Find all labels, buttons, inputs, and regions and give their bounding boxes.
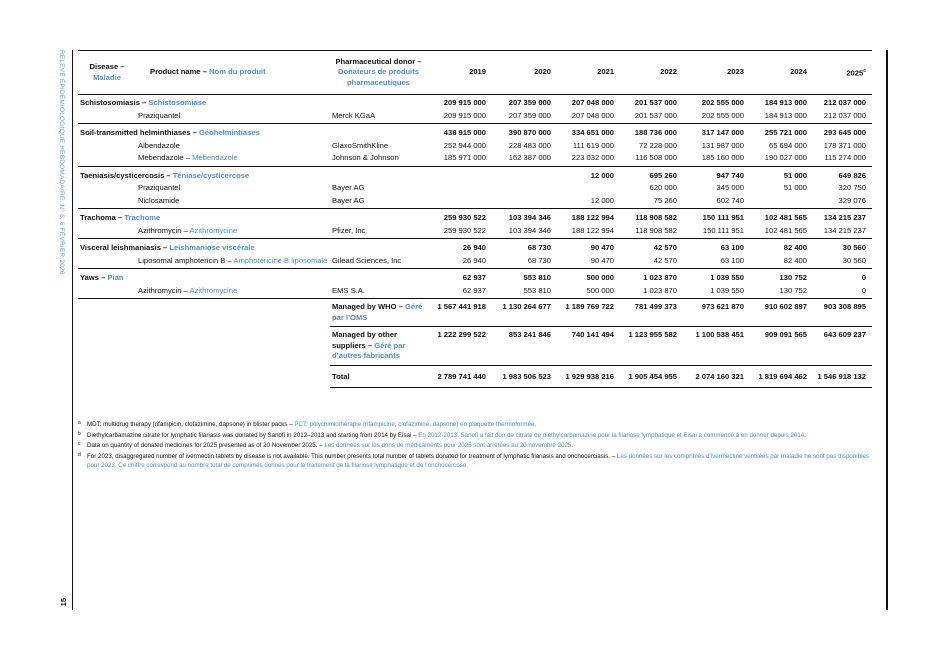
donor-name: EMS S.A. bbox=[330, 285, 427, 299]
disease-total-cell: 207 359 000 bbox=[508, 98, 551, 107]
footnote-mark: d bbox=[78, 451, 81, 458]
disease-total-cell: 259 930 522 bbox=[443, 213, 486, 222]
disease-total-cell: 553 810 bbox=[523, 273, 551, 282]
value-cell: 201 537 000 bbox=[620, 110, 683, 124]
disease-total-cell bbox=[492, 166, 557, 182]
summary-value-cell: 1 819 694 462 bbox=[750, 365, 813, 388]
disease-total-cell bbox=[427, 166, 492, 182]
disease-total-cell: 103 394 346 bbox=[508, 213, 551, 222]
footnote-en: Diethylcarbamazine citrate for lymphatic filariasis was donated by Sanofi in 2012–2013 and starting from 2014 by Eisai – bbox=[87, 431, 417, 439]
product-name: Liposomal amphotericin B – Amphotéricine B liposomale bbox=[136, 255, 330, 269]
footnote-mark: a bbox=[78, 420, 81, 426]
value-cell: 207 359 000 bbox=[492, 110, 557, 124]
disease-total-cell: 500 000 bbox=[586, 273, 614, 282]
value-cell: 12 000 bbox=[557, 195, 620, 209]
summary-row bbox=[78, 327, 872, 366]
donor-header: Pharmaceutical donor – Donateurs de produits pharmaceutiques bbox=[330, 51, 427, 95]
product-name: Azithromycin – Azithromycine bbox=[136, 285, 330, 299]
disease-total-cell: 12 000 bbox=[590, 170, 614, 180]
disease-name: Soil-transmitted helminthiases – Géohelmintiases bbox=[80, 128, 260, 137]
summary-value-cell: 1 546 918 132 bbox=[813, 365, 872, 388]
spacer-cell bbox=[78, 299, 330, 327]
year-header bbox=[620, 51, 683, 95]
page-number: 15 bbox=[59, 598, 68, 607]
footnote-en: MDT: multidrug therapy (rifampicin, clofazimine, dapsone) in blister packs – bbox=[87, 421, 293, 428]
disease-total-cell: 334 651 000 bbox=[571, 128, 614, 137]
footnote-en: Data on quantity of donated medicines for 2025 presented as of 20 November 2025. – bbox=[87, 442, 323, 450]
value-cell bbox=[427, 182, 492, 195]
summary-label: Managed by other suppliers – Géré par d’autres fabricants bbox=[330, 327, 427, 366]
disease-row bbox=[78, 239, 872, 255]
product-name: Praziquantel bbox=[138, 183, 181, 192]
disease-total-cell: 255 721 000 bbox=[764, 128, 807, 137]
footnote-en: For 2023, disaggregated number of ivermectin tablets by disease is not available. This number presents total number of tablets donated for treatment of lymphatic filariasis and onchocerciasis. – bbox=[87, 452, 616, 460]
indent-cell bbox=[78, 195, 136, 209]
value-cell: 162 387 000 bbox=[492, 152, 557, 166]
footnote-fr: Les données sur les dons de médicaments pour 2025 sont arrêtées au 20 novembre 2025. bbox=[324, 442, 574, 450]
year-header bbox=[427, 51, 492, 95]
product-name: Azithromycin – Azithromycine bbox=[136, 225, 330, 239]
value-cell: 329 076 bbox=[813, 195, 872, 209]
year-header bbox=[750, 51, 813, 95]
value-cell: 51 000 bbox=[783, 183, 807, 192]
disease-row bbox=[78, 95, 872, 110]
year-label: 2024 bbox=[790, 67, 807, 77]
footnote-mark: b bbox=[78, 430, 81, 437]
value-cell: 345 000 bbox=[716, 183, 744, 192]
disease-total-cell: 317 147 000 bbox=[701, 128, 744, 137]
value-cell: 223 032 000 bbox=[557, 152, 620, 166]
value-cell: 72 228 000 bbox=[638, 140, 677, 150]
right-margin-rule bbox=[886, 50, 888, 610]
value-cell: 185 160 000 bbox=[683, 152, 750, 166]
donor-name: Merck KGaA bbox=[330, 110, 427, 124]
value-cell: 62 937 bbox=[427, 285, 492, 299]
value-cell: 620 000 bbox=[649, 183, 677, 192]
summary-value-cell: 1 130 264 677 bbox=[492, 299, 557, 327]
summary-value-cell: 1 222 299 522 bbox=[427, 327, 492, 366]
summary-value-cell: 1 189 769 722 bbox=[557, 299, 620, 327]
value-cell: 30 560 bbox=[813, 255, 872, 269]
total-row bbox=[78, 365, 872, 388]
disease-total-cell: 207 048 000 bbox=[571, 98, 614, 107]
product-row bbox=[78, 195, 872, 209]
spacer-cell bbox=[78, 365, 330, 388]
disease-total-cell: 212 037 000 bbox=[823, 98, 866, 107]
indent-cell bbox=[78, 110, 136, 124]
disease-total-cell: 68 730 bbox=[527, 243, 551, 252]
value-cell: 115 274 000 bbox=[813, 152, 872, 166]
disease-name: Schistosomiasis – Schistosomiase bbox=[80, 98, 207, 107]
value-cell: 212 037 000 bbox=[813, 110, 872, 124]
disease-total-cell: 188 122 994 bbox=[571, 213, 614, 222]
value-cell: 184 913 000 bbox=[750, 110, 813, 124]
product-row bbox=[78, 255, 872, 269]
year-label: 2021 bbox=[597, 67, 614, 77]
value-cell bbox=[492, 195, 557, 209]
disease-name: Taeniasis/cysticercosis – Téniase/cysticercose bbox=[80, 170, 250, 180]
disease-total-cell: 1 023 870 bbox=[643, 273, 677, 282]
summary-value-cell: 1 905 454 955 bbox=[620, 365, 683, 388]
year-header bbox=[683, 51, 750, 95]
indent-cell bbox=[78, 285, 136, 299]
value-cell: 259 930 522 bbox=[427, 225, 492, 239]
product-row bbox=[78, 152, 872, 166]
disease-total-cell: 118 908 582 bbox=[635, 213, 677, 222]
value-cell bbox=[750, 195, 813, 209]
donor-name: Bayer AG bbox=[332, 183, 365, 192]
disease-total-cell: 201 537 000 bbox=[634, 98, 677, 107]
summary-value-cell: 909 091 565 bbox=[750, 327, 813, 366]
value-cell: 63 100 bbox=[683, 255, 750, 269]
summary-value-cell: 2 074 160 321 bbox=[683, 365, 750, 388]
value-cell: 190 027 000 bbox=[750, 152, 813, 166]
summary-value-cell: 1 123 955 582 bbox=[620, 327, 683, 366]
disease-total-cell: 30 560 bbox=[842, 243, 866, 252]
year-label: 2025 bbox=[846, 68, 864, 78]
footnote-mark: c bbox=[863, 67, 866, 74]
value-cell: 65 694 000 bbox=[768, 140, 807, 150]
value-cell: 209 915 000 bbox=[427, 110, 492, 124]
value-cell bbox=[492, 182, 557, 195]
footnote-fr: En 2012-2013, Sanofi a fait don de citrate de diéthylcarbamazine pour la filariose lymphatique et Eisai a commencé à en donner depuis 2014. bbox=[418, 431, 806, 439]
summary-row bbox=[78, 299, 872, 327]
value-cell: 42 570 bbox=[620, 255, 683, 269]
indent-cell bbox=[78, 255, 136, 269]
value-cell: 150 111 951 bbox=[683, 225, 750, 239]
spacer-cell bbox=[78, 327, 330, 366]
disease-total-cell: 90 470 bbox=[590, 243, 614, 252]
footnote bbox=[78, 441, 874, 451]
disease-total-cell: 150 111 951 bbox=[702, 213, 744, 222]
value-cell: 1 039 550 bbox=[683, 285, 750, 299]
disease-total-cell: 51 000 bbox=[783, 170, 807, 180]
year-header bbox=[557, 51, 620, 95]
value-cell: 116 508 000 bbox=[620, 152, 683, 166]
product-name: Niclosamide bbox=[136, 195, 330, 209]
donor-name: Bayer AG bbox=[330, 195, 427, 209]
table-body bbox=[78, 95, 872, 388]
disease-total-cell: 130 752 bbox=[779, 273, 807, 282]
value-cell bbox=[427, 195, 492, 209]
value-cell: 0 bbox=[813, 285, 872, 299]
value-cell: 320 750 bbox=[838, 183, 866, 192]
disease-total-cell: 82 400 bbox=[783, 243, 807, 252]
disease-total-cell: 188 736 000 bbox=[634, 128, 677, 137]
disease-total-cell: 209 915 000 bbox=[443, 98, 486, 107]
value-cell: 228 483 000 bbox=[508, 140, 551, 150]
left-margin-rule bbox=[72, 50, 73, 610]
value-cell: 131 987 000 bbox=[701, 140, 744, 150]
product-row bbox=[78, 225, 872, 239]
summary-value-cell: 1 983 506 523 bbox=[492, 365, 557, 388]
value-cell: 82 400 bbox=[750, 255, 813, 269]
value-cell bbox=[557, 182, 620, 195]
value-cell: 188 122 994 bbox=[557, 225, 620, 239]
summary-value-cell: 643 609 237 bbox=[813, 327, 872, 366]
disease-row bbox=[78, 166, 872, 182]
running-title: RELEVÉ ÉPIDÉMIOLOGIQUE HEBDOMADAIRE, N° 6, 6 FÉVRIER 2026 bbox=[58, 50, 65, 275]
footnote bbox=[78, 420, 874, 430]
donor-name: GlaxoSmithKline bbox=[332, 140, 389, 150]
value-cell: 90 470 bbox=[557, 255, 620, 269]
disease-total-cell: 1 039 550 bbox=[710, 273, 744, 282]
year-label: 2019 bbox=[469, 67, 486, 77]
value-cell: 185 971 000 bbox=[427, 152, 492, 166]
indent-cell bbox=[78, 140, 136, 153]
product-row bbox=[78, 285, 872, 299]
footnote-fr: Les données sur les comprimés d’ivermectine ventilées par maladie ne sont pas disponibles pour 2023. Ce chiffre correspond au nombre total de comprimés donnés pour le traitement de la filariose lymphatique et de l’onchocercose. bbox=[87, 452, 870, 470]
value-cell: 130 752 bbox=[750, 285, 813, 299]
disease-row bbox=[78, 124, 872, 140]
disease-name: Yaws – Pian bbox=[80, 273, 124, 282]
disease-total-cell: 649 826 bbox=[838, 170, 866, 180]
product-name: Praziquantel bbox=[136, 110, 330, 124]
donor-name: Johnson & Johnson bbox=[330, 152, 427, 166]
disease-total-cell: 42 570 bbox=[653, 243, 677, 252]
summary-value-cell: 853 241 846 bbox=[492, 327, 557, 366]
product-row bbox=[78, 110, 872, 124]
product-name: Albendazole bbox=[138, 140, 180, 150]
disease-total-cell: 695 260 bbox=[649, 170, 677, 180]
footnote bbox=[78, 431, 874, 441]
value-cell: 111 619 000 bbox=[572, 140, 614, 150]
value-cell: 500 000 bbox=[557, 285, 620, 299]
summary-label: Managed by WHO – Géré par l’OMS bbox=[330, 299, 427, 327]
value-cell: 1 023 870 bbox=[620, 285, 683, 299]
value-cell: 118 908 582 bbox=[620, 225, 683, 239]
indent-cell bbox=[78, 152, 136, 166]
value-cell: 134 215 237 bbox=[813, 225, 872, 239]
disease-name: Visceral leishmaniasis – Leishmaniose viscérale bbox=[80, 243, 255, 252]
disease-name: Trachoma – Trachome bbox=[80, 213, 161, 222]
year-header bbox=[813, 51, 872, 95]
value-cell: 207 048 000 bbox=[557, 110, 620, 124]
summary-value-cell: 1 567 441 918 bbox=[427, 299, 492, 327]
disease-total-cell: 134 215 237 bbox=[823, 213, 866, 222]
value-cell: 202 555 000 bbox=[683, 110, 750, 124]
summary-value-cell: 1 929 938 216 bbox=[557, 365, 620, 388]
value-cell: 602 740 bbox=[683, 195, 750, 209]
value-cell: 75 260 bbox=[620, 195, 683, 209]
disease-total-cell: 947 740 bbox=[716, 170, 744, 180]
disease-total-cell: 63 100 bbox=[720, 243, 744, 252]
summary-value-cell: 903 308 895 bbox=[813, 299, 872, 327]
year-label: 2022 bbox=[660, 67, 677, 77]
product-row bbox=[78, 182, 872, 195]
value-cell: 178 371 000 bbox=[823, 140, 866, 150]
disease-total-cell: 0 bbox=[861, 273, 866, 282]
disease-row bbox=[78, 209, 872, 225]
disease-total-cell: 184 913 000 bbox=[764, 98, 807, 107]
disease-row bbox=[78, 269, 872, 285]
disease-total-cell: 438 915 000 bbox=[443, 128, 486, 137]
donations-table bbox=[78, 50, 872, 388]
footnote bbox=[78, 452, 874, 471]
value-cell: 103 394 346 bbox=[492, 225, 557, 239]
year-label: 2020 bbox=[534, 67, 551, 77]
value-cell: 252 944 000 bbox=[443, 140, 486, 150]
product-name: Mebendazole – Mébendazole bbox=[136, 152, 330, 166]
summary-value-cell: 910 602 897 bbox=[750, 299, 813, 327]
product-header: Product name – Nom du produit bbox=[136, 51, 330, 95]
sidebar bbox=[58, 50, 70, 610]
value-cell: 553 810 bbox=[492, 285, 557, 299]
donor-name: Gilead Sciences, Inc bbox=[330, 255, 427, 269]
value-cell: 102 481 565 bbox=[750, 225, 813, 239]
summary-value-cell: 740 141 494 bbox=[557, 327, 620, 366]
disease-total-cell: 62 937 bbox=[462, 273, 486, 282]
footnote-fr: PCT: polychimiothérapie (rifampicine, clofazimine, dapsone) en plaquette thermoformée. bbox=[294, 421, 537, 428]
summary-label: Total bbox=[330, 365, 427, 388]
summary-value-cell: 973 621 870 bbox=[683, 299, 750, 327]
year-header bbox=[492, 51, 557, 95]
disease-total-cell: 26 940 bbox=[462, 243, 486, 252]
value-cell: 68 730 bbox=[492, 255, 557, 269]
disease-total-cell: 390 870 000 bbox=[508, 128, 551, 137]
disease-header: Disease – Maladie bbox=[78, 51, 136, 95]
year-label: 2023 bbox=[727, 67, 744, 77]
footnote-mark: c bbox=[78, 441, 81, 448]
disease-total-cell: 102 481 565 bbox=[764, 213, 807, 222]
indent-cell bbox=[78, 182, 136, 195]
product-row bbox=[78, 140, 872, 153]
summary-value-cell: 2 789 741 440 bbox=[427, 365, 492, 388]
footnotes bbox=[78, 420, 874, 472]
value-cell: 26 940 bbox=[427, 255, 492, 269]
disease-total-cell: 202 555 000 bbox=[701, 98, 744, 107]
indent-cell bbox=[78, 225, 136, 239]
summary-value-cell: 781 499 373 bbox=[620, 299, 683, 327]
header-row bbox=[78, 51, 872, 95]
donor-name: Pfizer, Inc bbox=[330, 225, 427, 239]
summary-value-cell: 1 100 538 451 bbox=[683, 327, 750, 366]
disease-total-cell: 293 645 000 bbox=[823, 128, 866, 137]
